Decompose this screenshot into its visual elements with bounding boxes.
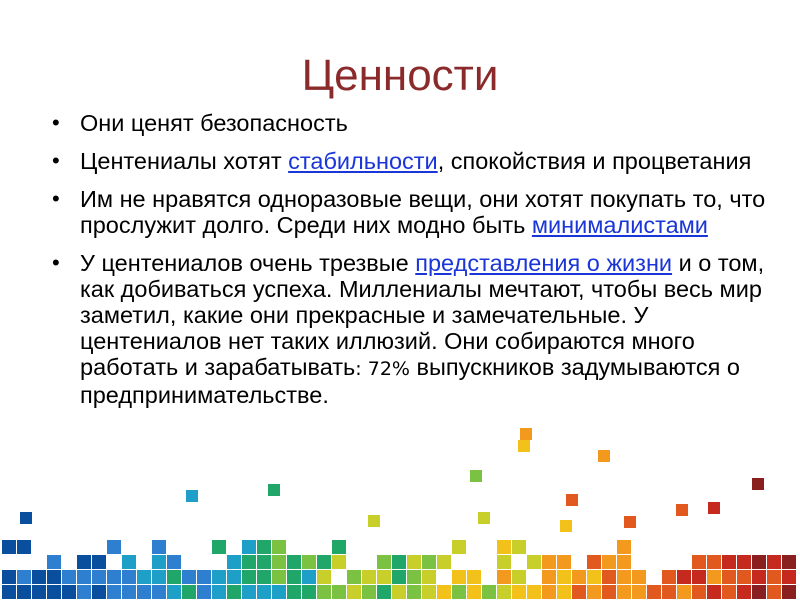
- mosaic-tile: [257, 585, 271, 599]
- mosaic-tile: [737, 570, 751, 584]
- mosaic-tile: [422, 570, 436, 584]
- mosaic-tile: [557, 555, 571, 569]
- mosaic-tile: [527, 555, 541, 569]
- mosaic-tile: [542, 585, 556, 599]
- link-minimalists[interactable]: минималистами: [531, 212, 708, 238]
- mosaic-tile: [287, 585, 301, 599]
- mosaic-tile: [332, 585, 346, 599]
- mosaic-tile: [332, 555, 346, 569]
- mosaic-tile: [122, 555, 136, 569]
- mosaic-tile: [782, 585, 796, 599]
- bullet-dot-icon: •: [52, 148, 60, 173]
- mosaic-tile: [182, 585, 196, 599]
- mosaic-tile: [257, 555, 271, 569]
- mosaic-tile: [782, 570, 796, 584]
- mosaic-tile: [542, 555, 556, 569]
- mosaic-tile: [692, 555, 706, 569]
- mosaic-tile: [587, 555, 601, 569]
- mosaic-tile: [497, 540, 511, 554]
- mosaic-tile: [377, 585, 391, 599]
- bullet-item: [50, 110, 770, 136]
- mosaic-tile: [482, 585, 496, 599]
- mosaic-tile: [317, 570, 331, 584]
- mosaic-tile: [152, 540, 166, 554]
- mosaic-tile: [317, 555, 331, 569]
- mosaic-tile: [62, 570, 76, 584]
- mosaic-tile: [737, 555, 751, 569]
- bullet-text: Они ценят безопасность: [80, 110, 348, 136]
- mosaic-tile: [470, 470, 482, 482]
- mosaic-tile: [392, 585, 406, 599]
- mosaic-tile: [197, 585, 211, 599]
- mosaic-tile: [186, 490, 198, 502]
- mosaic-tile: [268, 484, 280, 496]
- mosaic-tile: [47, 570, 61, 584]
- bullet-text: Центениалы хотят: [80, 148, 289, 174]
- mosaic-tile: [32, 570, 46, 584]
- mosaic-tile: [467, 585, 481, 599]
- mosaic-tile: [272, 570, 286, 584]
- mosaic-tile: [737, 585, 751, 599]
- mosaic-tile: [452, 585, 466, 599]
- mosaic-tile: [392, 570, 406, 584]
- mosaic-tile: [452, 540, 466, 554]
- mosaic-tile: [92, 585, 106, 599]
- mosaic-tile: [407, 585, 421, 599]
- mosaic-tile: [587, 570, 601, 584]
- mosaic-tile: [272, 585, 286, 599]
- mosaic-tile: [677, 570, 691, 584]
- bullet-list: [50, 110, 770, 420]
- mosaic-tile: [662, 585, 676, 599]
- slide-title: Ценности: [301, 51, 499, 100]
- mosaic-tile: [257, 570, 271, 584]
- mosaic-tile: [767, 555, 781, 569]
- link-stability[interactable]: стабильности: [288, 148, 438, 174]
- mosaic-tile: [257, 540, 271, 554]
- mosaic-tile: [782, 555, 796, 569]
- mosaic-tile: [407, 570, 421, 584]
- mosaic-tile: [497, 585, 511, 599]
- mosaic-tile: [47, 555, 61, 569]
- mosaic-tile: [182, 570, 196, 584]
- mosaic-tile: [287, 555, 301, 569]
- bullet-item: [50, 148, 770, 174]
- mosaic-tile: [752, 585, 766, 599]
- mosaic-tile: [302, 570, 316, 584]
- link-views-on-life[interactable]: представления о жизни: [415, 250, 673, 276]
- mosaic-tile: [467, 570, 481, 584]
- bullet-text: У центениалов очень трезвые: [80, 250, 416, 276]
- mosaic-tile: [512, 585, 526, 599]
- bullet-text: , спокойствия и процветания: [437, 148, 752, 174]
- mosaic-tile: [137, 585, 151, 599]
- mosaic-tile: [152, 585, 166, 599]
- mosaic-tile: [598, 450, 610, 462]
- mosaic-tile: [2, 540, 16, 554]
- mosaic-tile: [437, 585, 451, 599]
- mosaic-tile: [572, 585, 586, 599]
- mosaic-tile: [242, 585, 256, 599]
- mosaic-tile: [617, 555, 631, 569]
- mosaic-tile: [212, 570, 226, 584]
- mosaic-tile: [242, 555, 256, 569]
- mosaic-tile: [767, 570, 781, 584]
- mosaic-tile: [302, 555, 316, 569]
- mosaic-tile: [722, 555, 736, 569]
- mosaic-tile: [437, 555, 451, 569]
- mosaic-tile: [20, 512, 32, 524]
- mosaic-tile: [602, 570, 616, 584]
- mosaic-tile: [572, 570, 586, 584]
- mosaic-tile: [407, 555, 421, 569]
- mosaic-tile: [332, 540, 346, 554]
- mosaic-tile: [497, 570, 511, 584]
- mosaic-tile: [632, 585, 646, 599]
- mosaic-tile: [107, 585, 121, 599]
- mosaic-tile: [287, 570, 301, 584]
- mosaic-tile: [602, 555, 616, 569]
- bullet-dot-icon: •: [52, 186, 60, 211]
- mosaic-tile: [107, 540, 121, 554]
- bullet-dot-icon: •: [52, 250, 60, 275]
- mosaic-tile: [512, 570, 526, 584]
- mosaic-tile: [707, 570, 721, 584]
- mosaic-tile: [587, 585, 601, 599]
- mosaic-tile: [227, 585, 241, 599]
- mosaic-tile: [212, 540, 226, 554]
- mosaic-tile: [677, 585, 691, 599]
- mosaic-tile: [557, 570, 571, 584]
- mosaic-tile: [752, 478, 764, 490]
- mosaic-tile: [708, 502, 720, 514]
- mosaic-tile: [692, 570, 706, 584]
- mosaic-tile: [422, 555, 436, 569]
- mosaic-tile: [676, 504, 688, 516]
- mosaic-tile: [302, 585, 316, 599]
- mosaic-tile: [32, 585, 46, 599]
- mosaic-tile: [122, 570, 136, 584]
- mosaic-tile: [167, 585, 181, 599]
- mosaic-tile: [77, 555, 91, 569]
- mosaic-tile: [2, 570, 16, 584]
- mosaic-tile: [527, 585, 541, 599]
- mosaic-tile: [647, 585, 661, 599]
- mosaic-tile: [107, 570, 121, 584]
- mosaic-tile: [17, 540, 31, 554]
- mosaic-tile: [624, 516, 636, 528]
- mosaic-tile: [707, 585, 721, 599]
- mosaic-tile: [497, 555, 511, 569]
- mosaic-tile: [722, 570, 736, 584]
- mosaic-tile: [347, 570, 361, 584]
- bullet-item: [50, 250, 770, 408]
- mosaic-tile: [452, 570, 466, 584]
- mosaic-tile: [520, 428, 532, 440]
- mosaic-tile: [212, 585, 226, 599]
- mosaic-tile: [752, 570, 766, 584]
- mosaic-tile: [152, 555, 166, 569]
- mosaic-tile: [377, 555, 391, 569]
- mosaic-tile: [560, 520, 572, 532]
- mosaic-tile: [167, 555, 181, 569]
- mosaic-tile: [347, 585, 361, 599]
- mosaic-tile: [478, 512, 490, 524]
- mosaic-tile: [362, 585, 376, 599]
- mosaic-tile: [512, 540, 526, 554]
- mosaic-tile: [122, 585, 136, 599]
- mosaic-tile: [722, 585, 736, 599]
- mosaic-tile: [2, 585, 16, 599]
- mosaic-tile: [152, 570, 166, 584]
- mosaic-tile: [752, 555, 766, 569]
- mosaic-tile: [17, 570, 31, 584]
- mosaic-tile: [167, 570, 181, 584]
- mosaic-tile: [518, 440, 530, 452]
- bullet-dot-icon: •: [52, 110, 60, 135]
- mosaic-tile: [92, 570, 106, 584]
- mosaic-tile: [77, 570, 91, 584]
- mosaic-tile: [422, 585, 436, 599]
- mosaic-tile: [617, 585, 631, 599]
- mosaic-tile: [542, 570, 556, 584]
- mosaic-tile: [692, 585, 706, 599]
- mosaic-tile: [137, 570, 151, 584]
- mosaic-tile: [17, 585, 31, 599]
- mosaic-tile: [392, 555, 406, 569]
- mosaic-tile: [767, 585, 781, 599]
- statistic-text: : 72%: [355, 358, 410, 380]
- mosaic-tile: [242, 570, 256, 584]
- mosaic-tile: [602, 585, 616, 599]
- bullet-text: Им не нравятся одноразовые вещи, они хотят покупать то, что прослужит долго. Среди них модно быть: [80, 186, 766, 238]
- mosaic-tile: [617, 570, 631, 584]
- mosaic-tile: [92, 555, 106, 569]
- mosaic-tile: [272, 555, 286, 569]
- mosaic-tile: [707, 555, 721, 569]
- bullet-text: выпускников задумываются о предпринимательстве.: [80, 354, 740, 408]
- mosaic-tile: [632, 570, 646, 584]
- mosaic-tile: [377, 570, 391, 584]
- mosaic-tile: [368, 515, 380, 527]
- mosaic-tile: [272, 540, 286, 554]
- bullet-item: [50, 186, 770, 238]
- bullet-text: и о том, как добиваться успеха. Миллениалы мечтают, чтобы весь мир заметил, какие они прекрасные и замечательные. У центениалов нет таких иллюзий. Они собираются много работать и зарабатывать: [80, 250, 765, 380]
- mosaic-tile: [77, 585, 91, 599]
- mosaic-tile: [317, 585, 331, 599]
- mosaic-tile: [227, 570, 241, 584]
- mosaic-tile: [566, 494, 578, 506]
- mosaic-tile: [227, 555, 241, 569]
- mosaic-tile: [47, 585, 61, 599]
- mosaic-tile: [617, 540, 631, 554]
- mosaic-tile: [557, 585, 571, 599]
- mosaic-tile: [197, 570, 211, 584]
- mosaic-tile: [662, 570, 676, 584]
- mosaic-tile: [242, 540, 256, 554]
- mosaic-tile: [362, 570, 376, 584]
- mosaic-tile: [62, 585, 76, 599]
